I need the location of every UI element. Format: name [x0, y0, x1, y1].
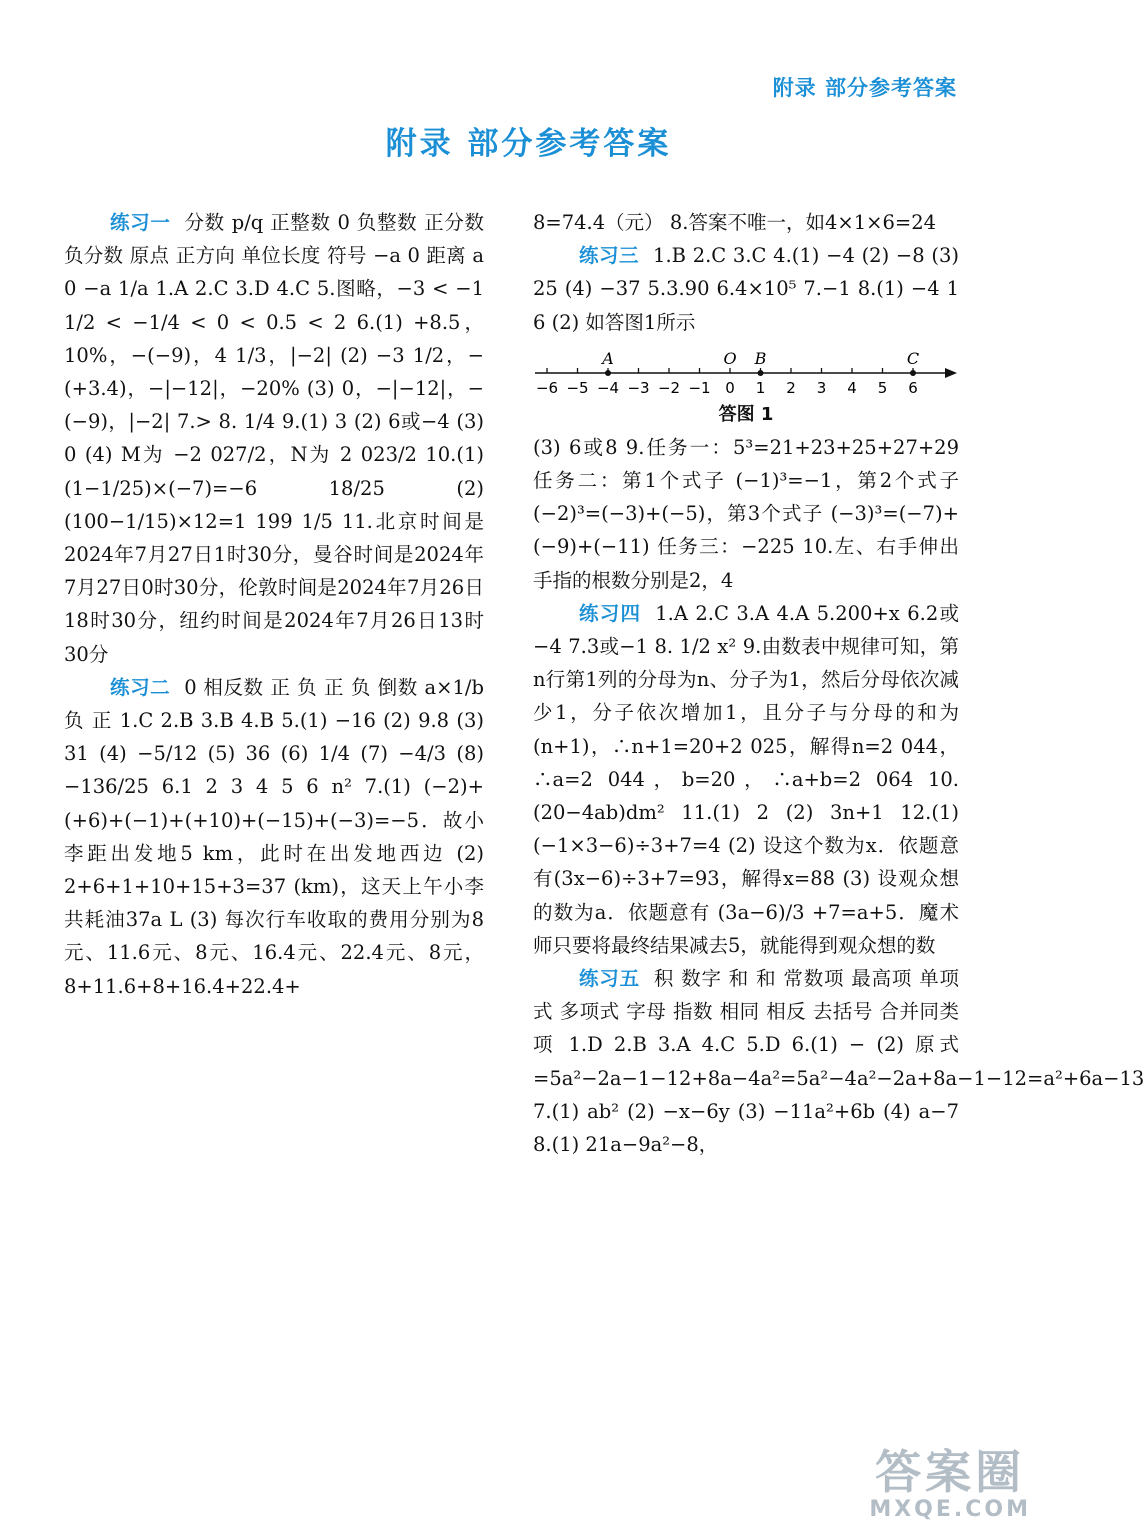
section-ex1	[64, 206, 484, 671]
section-heading: 练习五	[579, 967, 640, 991]
tick-label: 4	[847, 378, 857, 397]
watermark	[869, 1447, 1031, 1522]
tick-label: 5	[877, 378, 888, 397]
point-c	[910, 370, 916, 376]
number-line	[533, 347, 959, 403]
left-column	[64, 206, 484, 1003]
section-ex3	[533, 239, 959, 339]
point-label: A	[602, 348, 614, 368]
tick-label: −5	[566, 378, 589, 397]
number-line-figure	[533, 347, 959, 427]
point-b	[758, 370, 764, 376]
section-heading: 练习四	[579, 601, 642, 625]
point-label: O	[723, 348, 737, 368]
section-ex4	[533, 597, 959, 962]
section-ex2	[64, 671, 484, 1003]
section-heading: 练习一	[110, 211, 171, 234]
section-text: 1.A 2.C 3.A 4.A 5.200+x 6.2或−4 7.3或−1 8. 1/2 x² 9.由数表中规律可知，第n行第1列的分母为n、分子为1，然后分母依次减少1，分子依次增加1，且分子与分母的和为(n+1)，∴n+1=20+2 025，解得n=2 044，∴a=2 044，b=20，∴a+b=2 064 10.(20−4ab)dm² 11.(1) 2 (2) 3n+1 12.(1) (−1×3−6)÷3+7=4 (2) 设这个数为x．依题意有(3x−6)÷3+7=93，解得x=88 (3) 设观众想的数为a．依题意有 (3a−6)/3 +7=a+5．魔术师只要将最终结果减去5，就能得到观众想的数	[533, 601, 959, 957]
tick-label: 0	[725, 378, 735, 397]
tick-label: −4	[596, 378, 620, 397]
page-title: 附录 部分参考答案	[385, 126, 672, 162]
watermark-logo: 答案圈	[875, 1445, 1026, 1499]
section-text: 分数 p/q 正整数 0 负整数 正分数 负分数 原点 正方向 单位长度 符号 −a 0 距离 a 0 −a 1/a 1.A 2.C 3.D 4.C 5.图略，−3 < −1 1/2 < −1/4 < 0 < 0.5 < 2 6.(1) +8.5，10%，−(−9)，4 1/3，|−2| (2) −3 1/2，−(+3.4)，−|−12|，−20% (3) 0，−|−12|，−(−9)，|−2| 7.> 8. 1/4 9.(1) 3 (2) 6或−4 (3) 0 (4) M为 −2 027/2，N为 2 023/2 10.(1) (1−1/25)×(−7)=−6 18/25 (2) (100−1/15)×12=1 199 1/5 11.北京时间是2024年7月27日1时30分，曼谷时间是2024年7月27日0时30分，伦敦时间是2024年7月26日18时30分，纽约时间是2024年7月26日13时30分	[64, 211, 484, 666]
point-label: B	[754, 348, 767, 368]
section-heading: 练习三	[579, 244, 640, 268]
point-a	[605, 370, 611, 376]
section-text: 1.B 2.C 3.C 4.(1) −4 (2) −8 (3) 25 (4) −37 5.3.90 6.4×10⁵ 7.−1 8.(1) −4 1 6 (2) 如答图1所示	[533, 244, 959, 334]
continued-text: 8=74.4（元） 8.答案不唯一，如4×1×6=24	[533, 211, 937, 234]
tick-label: −6	[535, 378, 559, 397]
watermark-site: MXQE.COM	[869, 1497, 1031, 1522]
axis-arrow	[945, 368, 957, 378]
tick-label: 3	[816, 378, 827, 397]
running-header: 附录 部分参考答案	[772, 76, 957, 100]
tick-label: −3	[627, 378, 650, 397]
tick-label: −2	[657, 378, 681, 397]
point-label: C	[906, 348, 920, 368]
section-text: 0 相反数 正 负 正 负 倒数 a×1/b 负 正 1.C 2.B 3.B 4.B 5.(1) −16 (2) 9.8 (3) 31 (4) −5/12 (5) 36 (6) 1/4 (7) −4/3 (8) −136/25 6.1 2 3 4 5 6 n² 7.(1) (−2)+(+6)+(−1)+(+10)+(−15)+(−3)=−5．故小李距出发地5 km，此时在出发地西边 (2) 2+6+1+10+15+3=37 (km)，这天上午小李共耗油37a L (3) 每次行车收取的费用分别为8元、11.6元、8元、16.4元、22.4元、8元，8+11.6+8+16.4+22.4+	[64, 675, 484, 998]
figure-caption: 答图 1	[718, 403, 774, 425]
section-text: 积 数字 和 和 常数项 最高项 单项式 多项式 字母 指数 相同 相反 去括号 合并同类项 1.D 2.B 3.A 4.C 5.D 6.(1) − (2) 原式=5a²−2a−1−12+8a−4a²=5a²−4a²−2a+8a−1−12=a²+6a−13 7.(1) ab² (2) −x−6y (3) −11a²+6b (4) a−7 8.(1) 21a−9a²−8，	[533, 967, 1144, 1157]
right-column	[533, 206, 1144, 1161]
tick-label: 1	[755, 378, 766, 397]
section-heading: 练习二	[110, 675, 171, 699]
section-ex5	[533, 962, 1144, 1161]
tick-label: −1	[688, 378, 711, 397]
tick-label: 6	[908, 378, 918, 397]
section-ex3-cont: (3) 6或8 9.任务一：5³=21+23+25+27+29 任务二：第1个式子 (−1)³=−1，第2个式子 (−2)³=(−3)+(−5)，第3个式子 (−3)³=(−7)+(−9)+(−11) 任务三：−225 10.左、右手伸出手指的根数分别是2，4	[533, 435, 959, 592]
tick-label: 2	[786, 378, 796, 397]
